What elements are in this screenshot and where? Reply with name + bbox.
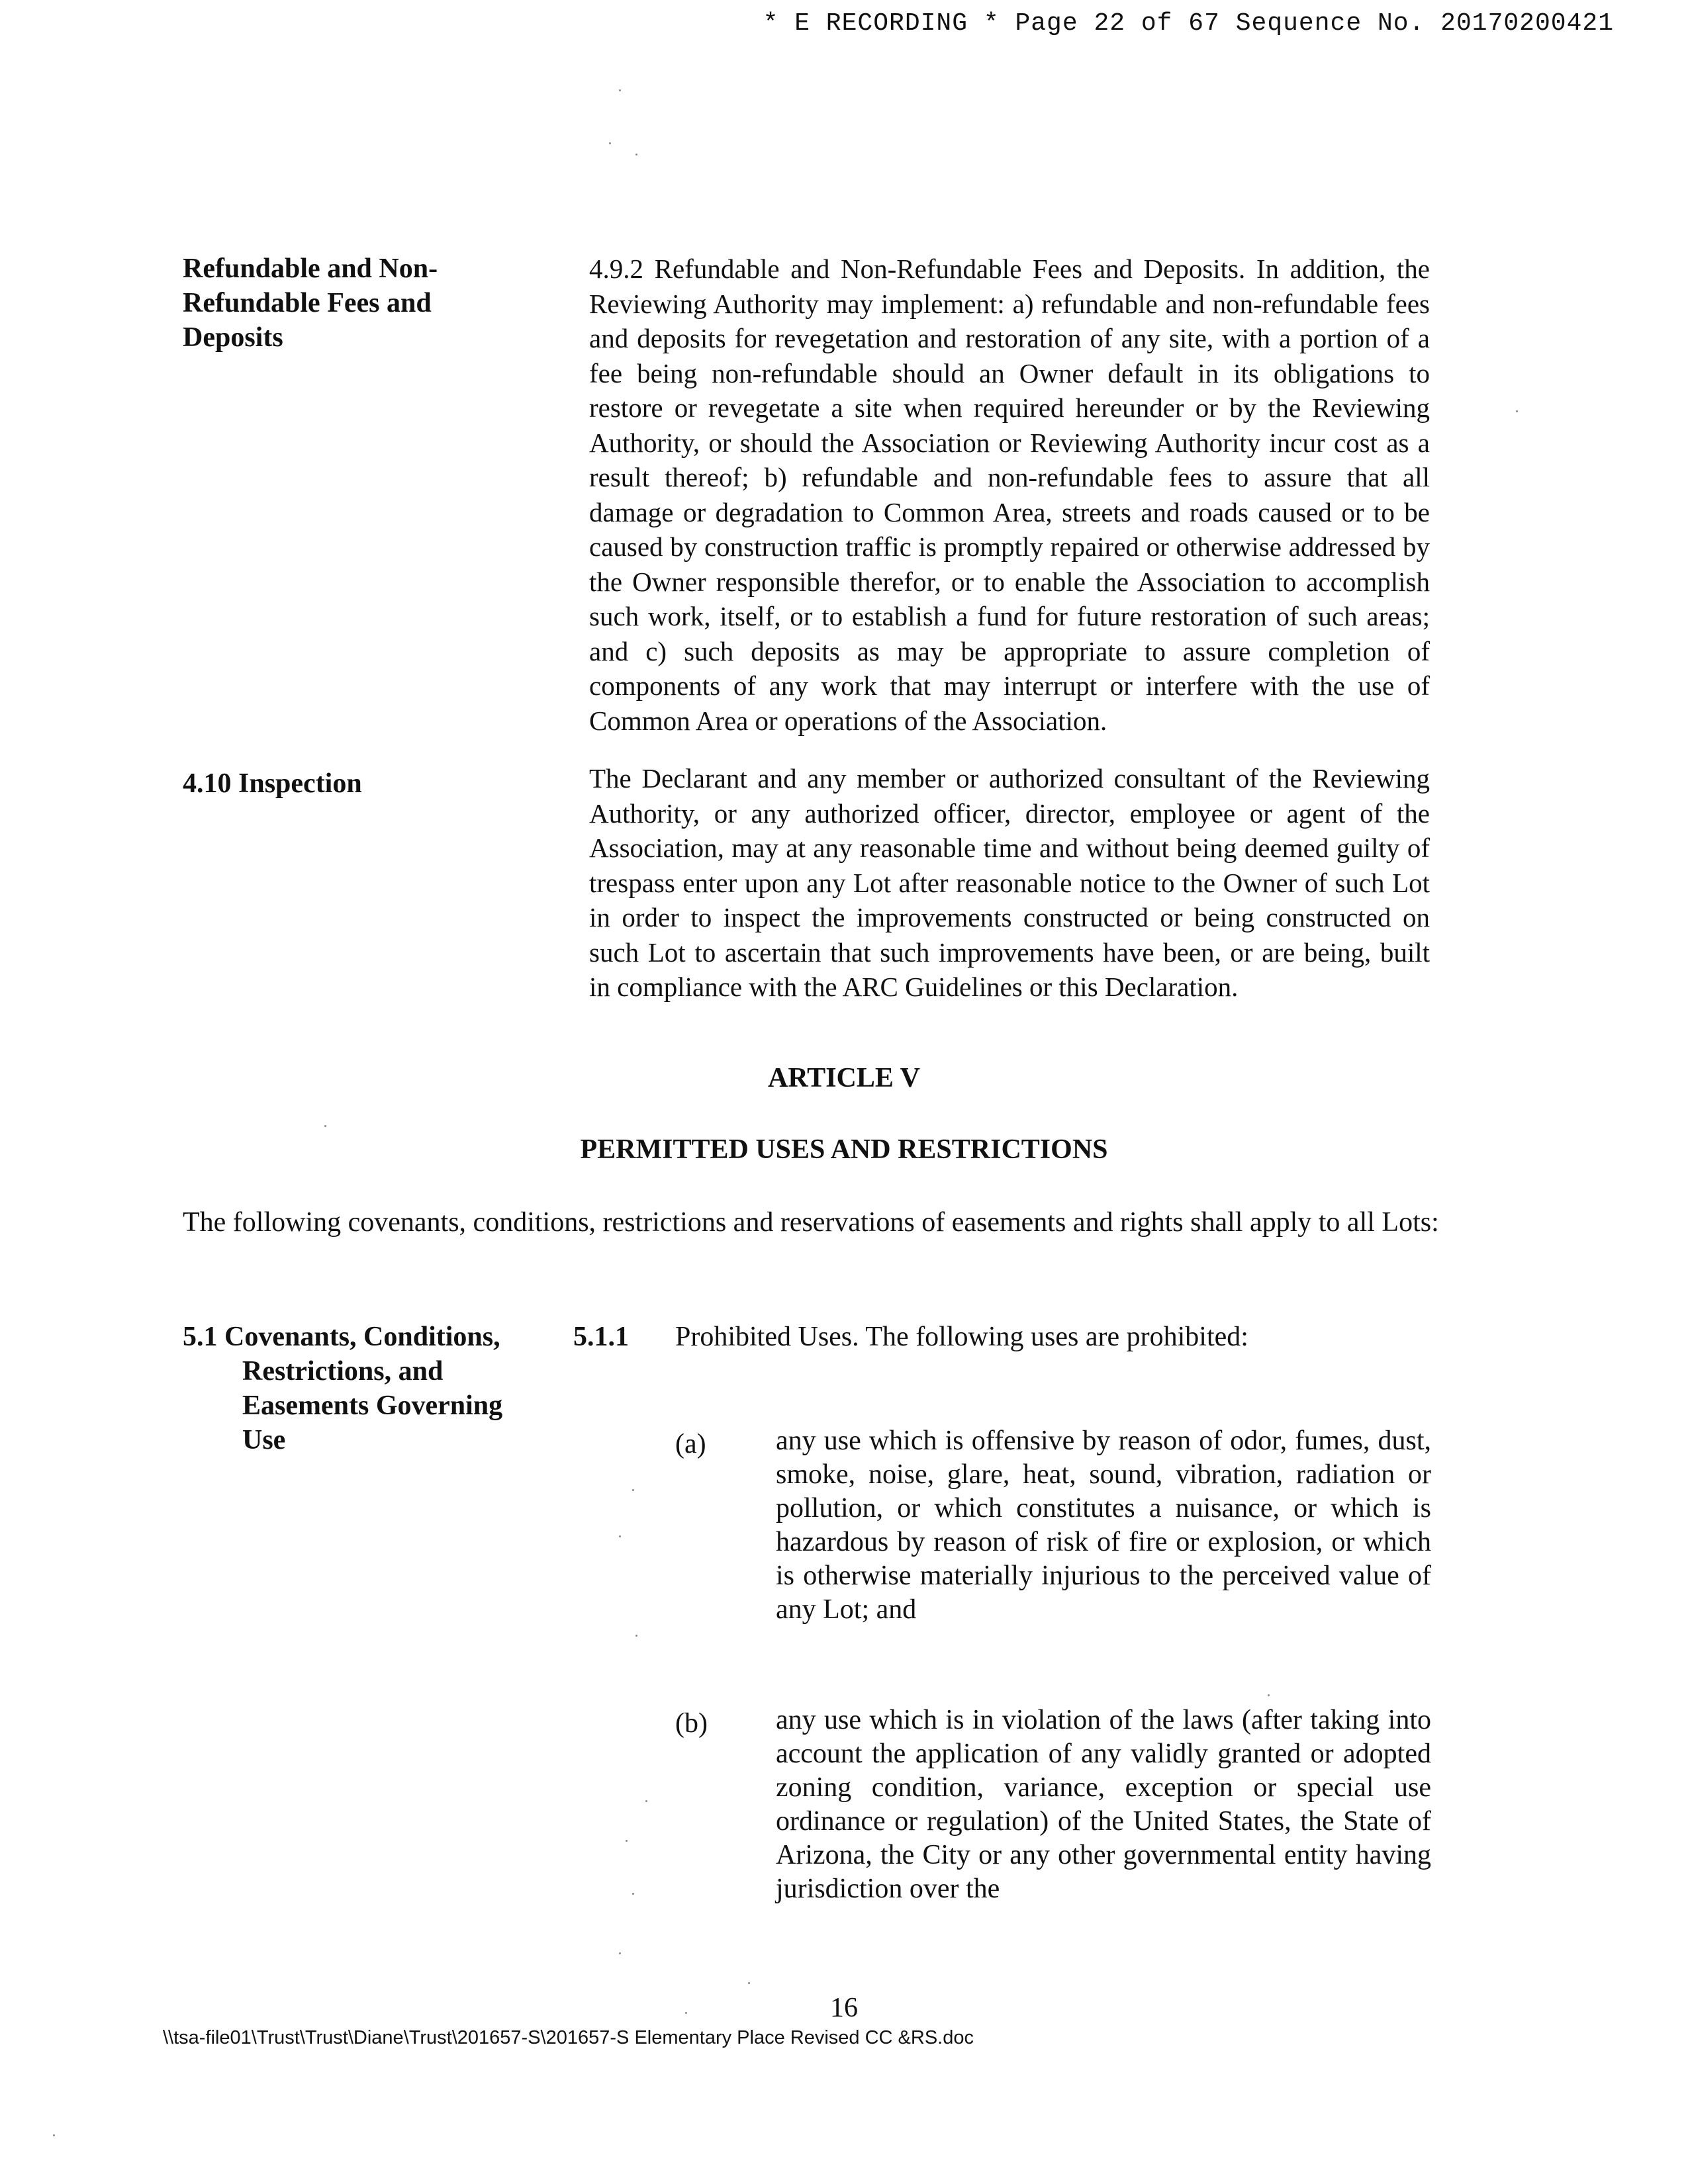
- article-number: ARTICLE V: [768, 1063, 920, 1093]
- clause-number-5-1-1: 5.1.1: [573, 1322, 629, 1352]
- page-number: 16: [830, 1993, 858, 2023]
- scan-speck: [632, 1893, 634, 1895]
- scan-speck: [645, 1800, 647, 1802]
- scan-speck: [626, 1840, 628, 1842]
- side-heading-refundable-fees: Refundable and Non-Refundable Fees and Deposits: [183, 253, 438, 353]
- side-heading-5-1-line2: Restrictions, and: [242, 1356, 444, 1387]
- paragraph-4-10: The Declarant and any member or authorized consultant of the Reviewing Authority, or any authorized officer, director, employee or agent of the Association, may at any reasonable time and without being deemed guilty of trespass enter upon any Lot after reasonable notice to the Owner of such Lot in order to inspect the improvements constructed or being constructed on such Lot to ascertain that such improvements have been, or are being, built in compliance with the ARC Guidelines or this Declaration.: [589, 763, 1430, 1002]
- paragraph-4-9-2: 4.9.2 Refundable and Non-Refundable Fees and Deposits. In addition, the Reviewing Authority may implement: a) refundable and non-refundable fees and deposits for revegetation and restoration of any site, with a portion of a fee being non-refundable should an Owner default in its obligations to restore or revegetate a site when required hereunder or by the Reviewing Authority, or should the Association or Reviewing Authority incur cost as a result thereof; b) refundable and non-refundable fees to assure that all damage or degradation to Common Area, streets and roads caused or to be caused by construction traffic is promptly repaired or otherwise addressed by the Owner responsible therefor, or to enable the Association to accomplish such work, itself, or to establish a fund for future restoration of such areas; and c) such deposits as may be appropriate to assure completion of components of any work that may interrupt or interfere with the use of Common Area or operations of the Association.: [589, 253, 1430, 736]
- scan-speck: [632, 1489, 634, 1491]
- item-b-label: (b): [675, 1708, 708, 1739]
- file-path-footer: \\tsa-file01\Trust\Trust\Diane\Trust\201657-S\201657-S Elementary Place Revised CC &RS.doc: [163, 2027, 974, 2048]
- side-heading-inspection: 4.10 Inspection: [183, 768, 362, 799]
- scan-speck: [619, 89, 621, 91]
- scan-speck: [324, 1125, 326, 1127]
- scan-speck: [635, 1635, 637, 1637]
- scan-speck: [1516, 410, 1518, 412]
- scan-speck: [53, 2134, 55, 2136]
- scan-speck: [619, 1952, 621, 1954]
- article-intro: The following covenants, conditions, restrictions and reservations of easements and rights shall apply to all Lots:: [183, 1207, 1439, 1238]
- scan-speck: [685, 2012, 687, 2014]
- side-heading-5-1: [183, 1320, 502, 1457]
- recording-stamp: * E RECORDING * Page 22 of 67 Sequence No. 20170200421: [763, 9, 1614, 38]
- scan-speck: [609, 142, 611, 144]
- item-a-text: any use which is offensive by reason of odor, fumes, dust, smoke, noise, glare, heat, sound, vibration, radiation or pollution, or which constitutes a nuisance, or which is hazardous by reason of risk of fire or explosion, or which is otherwise materially injurious to the perceived value of any Lot; and: [776, 1426, 1431, 1625]
- item-b-text: any use which is in violation of the laws (after taking into account the application of any validly granted or adopted zoning condition, variance, exception or special use ordinance or regulation) of the United States, the State of Arizona, the City or any other governmental entity having jurisdiction over the: [776, 1705, 1431, 1904]
- item-a-label: (a): [675, 1429, 706, 1459]
- article-title: PERMITTED USES AND RESTRICTIONS: [580, 1134, 1108, 1165]
- scan-speck: [1268, 1694, 1270, 1696]
- clause-text-5-1-1: Prohibited Uses. The following uses are prohibited:: [675, 1322, 1248, 1352]
- scan-speck: [619, 1535, 621, 1537]
- side-heading-5-1-line1: 5.1 Covenants, Conditions,: [183, 1322, 500, 1352]
- side-heading-5-1-line4: Use: [242, 1425, 286, 1455]
- scan-speck: [635, 154, 637, 156]
- scan-speck: [748, 1982, 750, 1984]
- side-heading-5-1-line3: Easements Governing: [242, 1390, 503, 1421]
